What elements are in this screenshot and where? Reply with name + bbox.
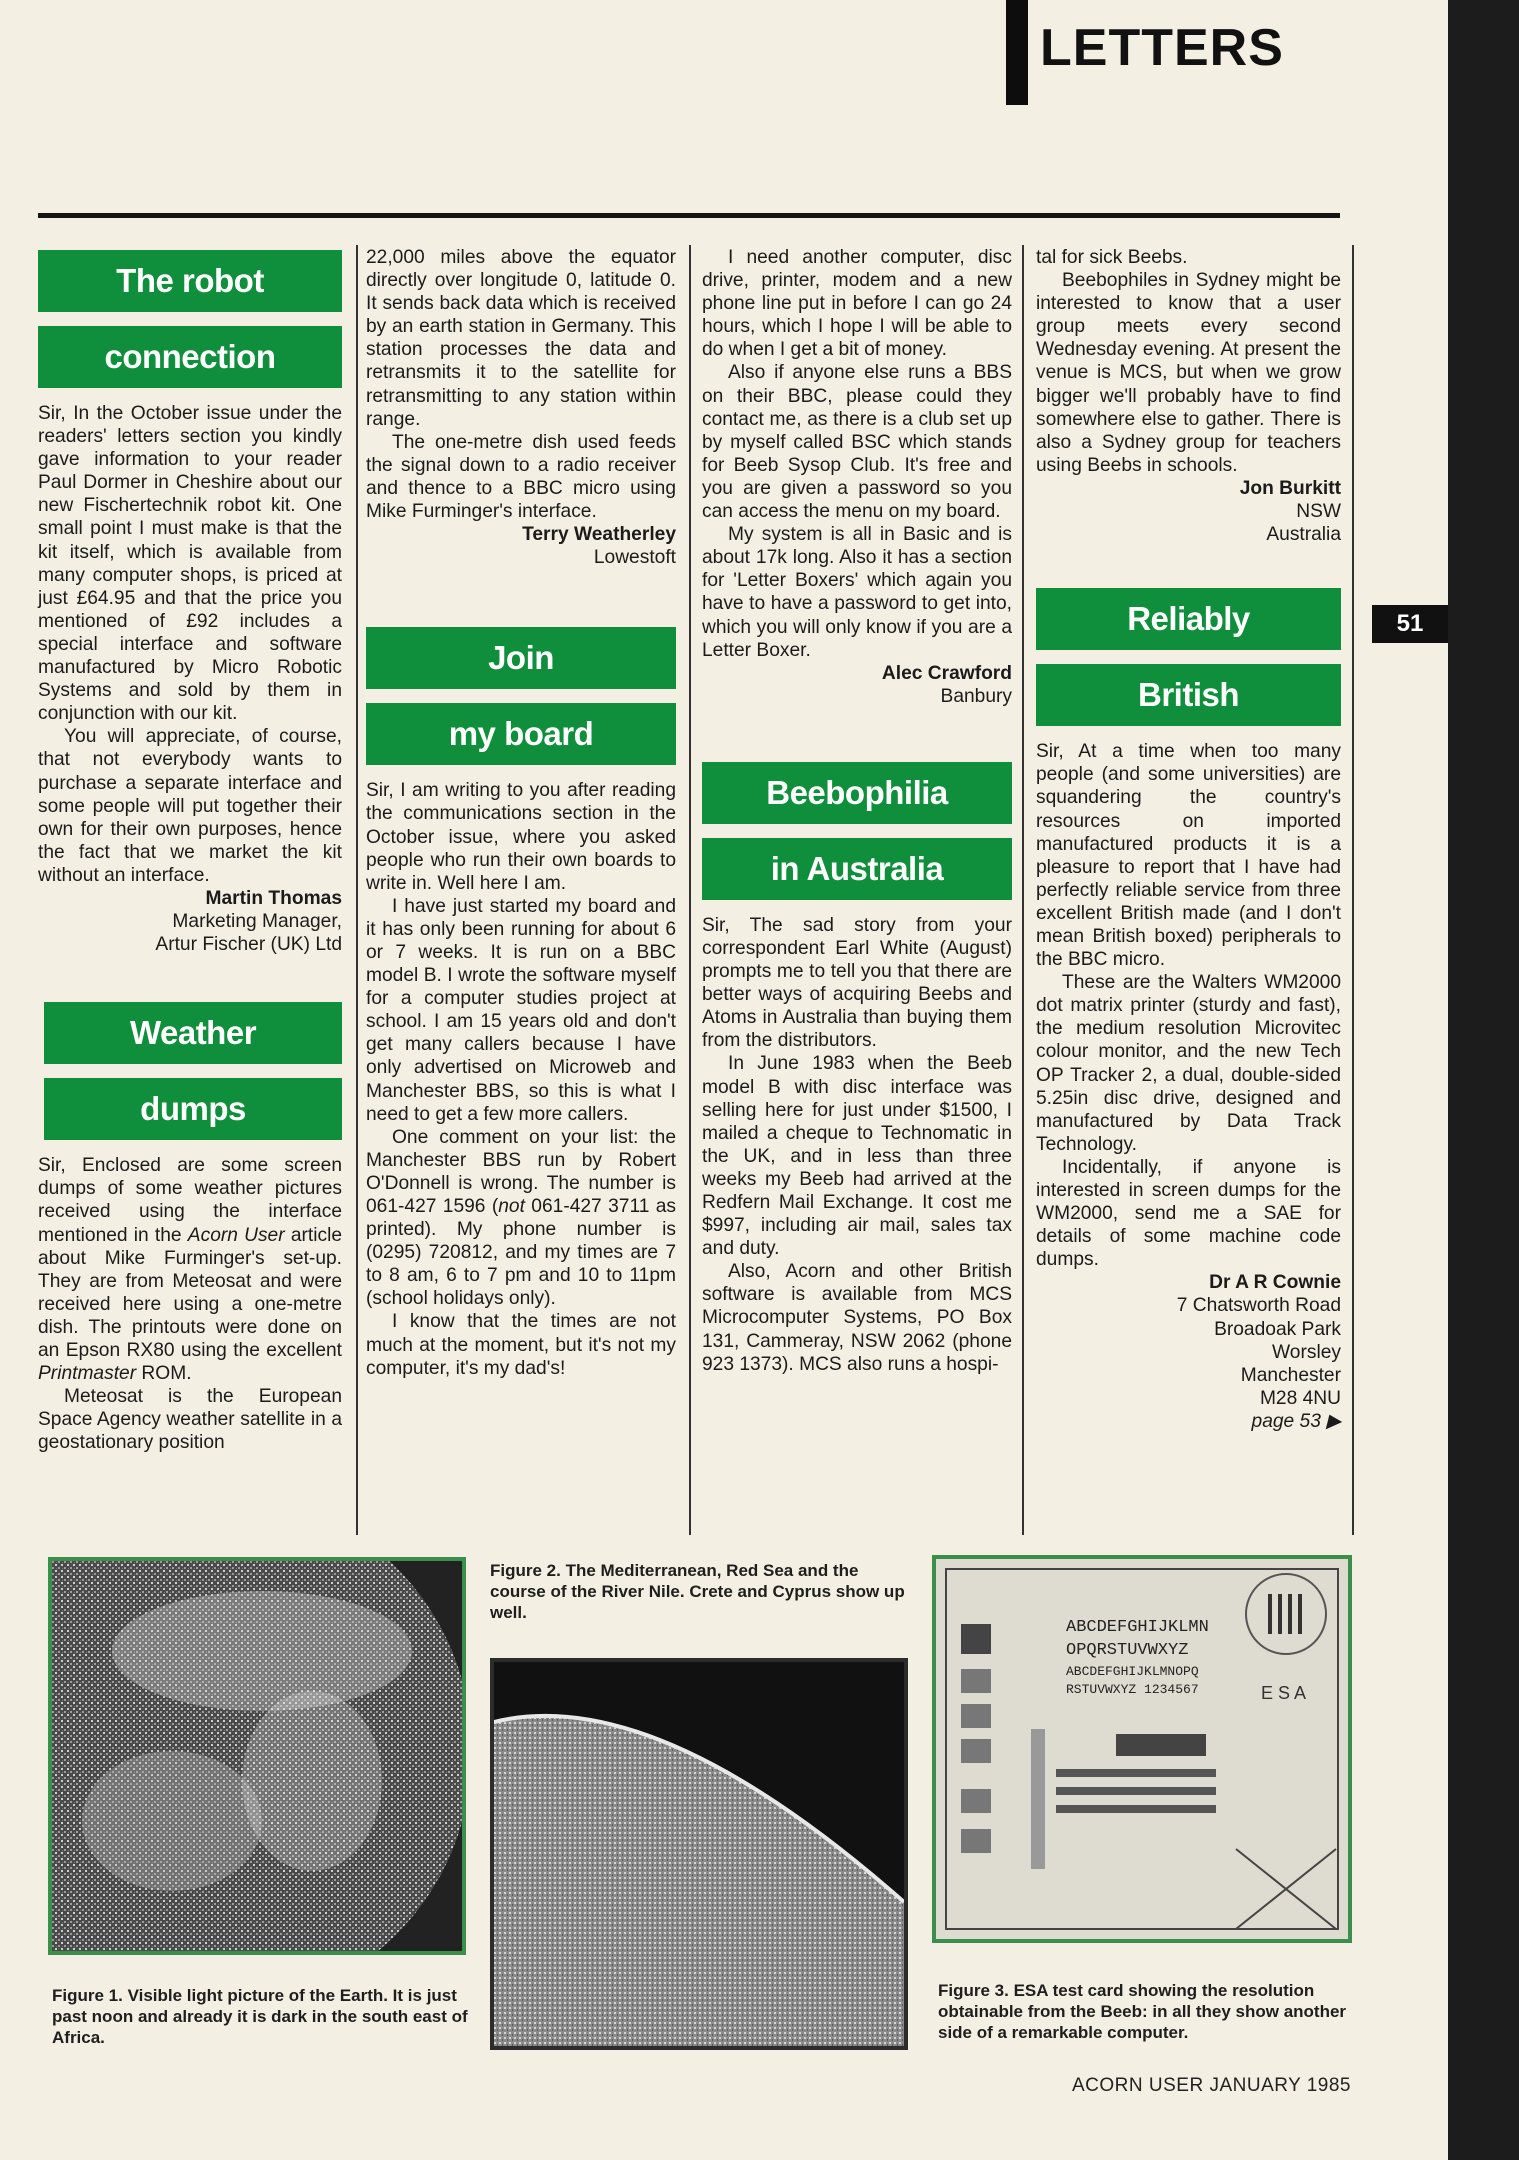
letter-paragraph: Sir, Enclosed are some screen dumps of some weather pictures received using the interface mentioned in the Acorn User article about Mike Furminger's set-up. They are from Meteosat and were received here using a one-metre dish. The printouts were done on an Epson RX80 using the excellent Printmaster ROM. xyxy=(38,1155,342,1385)
letter-paragraph: In June 1983 when the Beeb model B with disc interface was selling here for just under $1500, I mailed a cheque to Technomatic in the UK, and in less than three weeks my Beeb had arrived at the Redfern Mail Exchange. It cost me $997, including air mail, sales tax and duty. xyxy=(702,1053,1012,1260)
address-line: Broadoak Park xyxy=(1214,1318,1341,1340)
figure-2-mediterranean xyxy=(490,1658,908,2050)
test-card-text: ABCDEFGHIJKLMNOPQ xyxy=(1066,1664,1199,1679)
heading-board-2: my board xyxy=(366,703,676,765)
figure-1-caption: Figure 1. Visible light picture of the Earth. It is just past noon and already it is dark in the south east of Africa. xyxy=(52,1986,468,2047)
address-line: 7 Chatsworth Road xyxy=(1176,1295,1341,1317)
mediterranean-image xyxy=(494,1662,904,2046)
signature-name: Jon Burkitt xyxy=(1239,477,1341,499)
page-edge xyxy=(1448,0,1519,2160)
letter-paragraph: I know that the times are not much at the moment, but it's not my computer, it's my dad's! xyxy=(366,1311,676,1379)
signature-town: Banbury xyxy=(940,685,1012,707)
letter-paragraph: The one-metre dish used feeds the signal down to a radio receiver and thence to a BBC micro using Mike Furminger's interface. xyxy=(366,431,676,523)
address-line: M28 4NU xyxy=(1259,1387,1341,1409)
signature-name: Martin Thomas xyxy=(205,887,342,909)
figure-1-earth xyxy=(48,1557,466,1955)
header-rule xyxy=(38,213,1340,218)
letter-paragraph: One comment on your list: the Manchester BBS run by Robert O'Donnell is wrong. The number is 061-427 1596 (not 061-427 3711 as printed). My phone number is (0295) 720812, and my times are 7 to 8 am, 6 to 7 pm and 10 to 11pm (school holidays only). xyxy=(366,1126,677,1310)
letter-paragraph: Sir, The sad story from your correspondent Earl White (August) prompts me to tell you that there are better ways of acquiring Beebs and Atoms in Australia than buying them from the distributors. xyxy=(702,914,1012,1052)
heading-beebophilia-1: Beebophilia xyxy=(702,762,1012,824)
test-card-text: ABCDEFGHIJKLMN xyxy=(1066,1618,1209,1637)
figure-2-caption: Figure 2. The Mediterranean, Red Sea and the course of the River Nile. Crete and Cyprus show up well. xyxy=(490,1561,905,1622)
address-line: Worsley xyxy=(1272,1341,1341,1363)
heading-reliably-2: British xyxy=(1036,664,1341,726)
continued-reference[interactable]: page 53 ▶ xyxy=(1251,1410,1341,1432)
signature-company: Artur Fischer (UK) Ltd xyxy=(155,934,342,956)
column-divider xyxy=(356,245,358,1535)
signature-state: NSW xyxy=(1296,501,1341,523)
test-card-esa: E S A xyxy=(1261,1683,1307,1703)
figure-3-caption: Figure 3. ESA test card showing the resolution obtainable from the Beeb: in all they show another side of a remarkable computer. xyxy=(938,1981,1347,2042)
letter-paragraph: You will appreciate, of course, that not everybody wants to purchase a separate interface and some people will put together their own for their own purposes, hence the fact that we market the kit without an interface. xyxy=(38,726,342,886)
letter-paragraph: I have just started my board and it has only been running for about 6 or 7 weeks. It is run on a BBC model B. I wrote the software myself for a computer studies project at school. I am 15 years old and don't get many callers because I have only advertised on Microweb and Manchester BBS, so this is what I need to get a few more callers. xyxy=(366,895,676,1125)
letter-paragraph: tal for sick Beebs. xyxy=(1036,247,1188,268)
letter-paragraph: Beebophiles in Sydney might be interested to know that a user group meets every second Wednesday evening. At present the venue is MCS, but when we grow bigger we'll probably have to find somewhere else to gather. There is also a Sydney group for teachers using Beebs in schools. xyxy=(1036,270,1341,476)
column-4 xyxy=(1036,246,1341,1433)
signature-name: Alec Crawford xyxy=(881,662,1012,684)
letter-paragraph: I need another computer, disc drive, printer, modem and a new phone line put in before I can go 24 hours, which I hope I will be able to do when I get a bit of money. xyxy=(702,247,1012,361)
column-3 xyxy=(702,246,1012,1376)
column-2 xyxy=(366,246,676,1380)
column-1 xyxy=(38,250,342,1454)
address-line: Manchester xyxy=(1240,1364,1341,1386)
letter-paragraph: Incidentally, if anyone is interested in screen dumps for the WM2000, send me a SAE for details of some machine code dumps. xyxy=(1036,1156,1341,1271)
header-bar xyxy=(1006,0,1028,105)
letter-paragraph: 22,000 miles above the equator directly over longitude 0, latitude 0. It sends back data which is received by an earth station in Germany. This station processes the data and retransmits it to the satellite for retransmitting to any station within range. xyxy=(366,247,676,430)
figure-3-test-card xyxy=(932,1555,1352,1943)
column-divider xyxy=(1352,245,1354,1535)
letter-paragraph: Sir, In the October issue under the readers' letters section you kindly gave information to your reader Paul Dormer in Cheshire about our new Fischertechnik robot kit. One small point I must make is that the kit itself, which is available from many computer shops, is priced at just £64.95 and that the price you mentioned of £92 includes a special interface and software manufactured by Micro Robotic Systems and sold by them in conjunction with our kit. xyxy=(38,403,342,725)
test-card-text: RSTUVWXYZ 1234567 xyxy=(1066,1682,1199,1697)
test-card-image xyxy=(936,1559,1348,1939)
signature-town: Lowestoft xyxy=(593,547,676,569)
heading-robot-1: The robot xyxy=(38,250,342,312)
test-card-text: OPQRSTUVWXYZ xyxy=(1066,1641,1189,1660)
heading-beebophilia-2: in Australia xyxy=(702,838,1012,900)
page-number: 51 xyxy=(1372,605,1448,643)
letter-paragraph: My system is all in Basic and is about 17k long. Also it has a section for 'Letter Boxers' which again you have to have a password to get into, which you will only know if you are a Letter Boxer. xyxy=(702,524,1012,661)
section-title: LETTERS xyxy=(1040,19,1284,77)
signature-country: Australia xyxy=(1266,524,1341,546)
letter-paragraph: Also, Acorn and other British software is available from MCS Microcomputer Systems, PO Box 131, Cammeray, NSW 2062 (phone 923 1373). MCS also runs a hospi- xyxy=(702,1261,1012,1375)
heading-weather-2: dumps xyxy=(44,1078,342,1140)
earth-image xyxy=(52,1561,462,1951)
heading-board-1: Join xyxy=(366,627,676,689)
heading-weather-1: Weather xyxy=(44,1002,342,1064)
letter-paragraph: Meteosat is the European Space Agency weather satellite in a geostationary position xyxy=(38,1386,342,1454)
signature-name: Dr A R Cownie xyxy=(1209,1272,1341,1294)
signature-title: Marketing Manager, xyxy=(172,911,342,933)
heading-robot-2: connection xyxy=(38,326,342,388)
letter-paragraph: Sir, I am writing to you after reading the communications section in the October issue, where you asked people who run their own boards to write in. Well here I am. xyxy=(366,780,676,894)
letter-paragraph: These are the Walters WM2000 dot matrix printer (sturdy and fast), the medium resolution Microvitec colour monitor, and the new Tech OP Tracker 2, a dual, double-sided 5.25in disc drive, designed and manufactured by Data Track Technology. xyxy=(1036,972,1341,1155)
column-divider xyxy=(689,245,691,1535)
letter-paragraph: Also if anyone else runs a BBS on their BBC, please could they contact me, as there is a club set up by myself called BSC which stands for Beeb Sysop Club. It's free and you are given a password so you can access the menu on my board. xyxy=(702,362,1012,523)
footer-issue: ACORN USER JANUARY 1985 xyxy=(1072,2075,1352,2096)
heading-reliably-1: Reliably xyxy=(1036,588,1341,650)
column-divider xyxy=(1022,245,1024,1535)
signature-name: Terry Weatherley xyxy=(522,524,676,546)
letter-paragraph: Sir, At a time when too many people (and some universities) are squandering the country's resources on imported manufactured products it is a pleasure to report that I have had perfectly reliable service from three excellent British made (and I don't mean British boxed) peripherals to the BBC micro. xyxy=(1036,741,1341,971)
